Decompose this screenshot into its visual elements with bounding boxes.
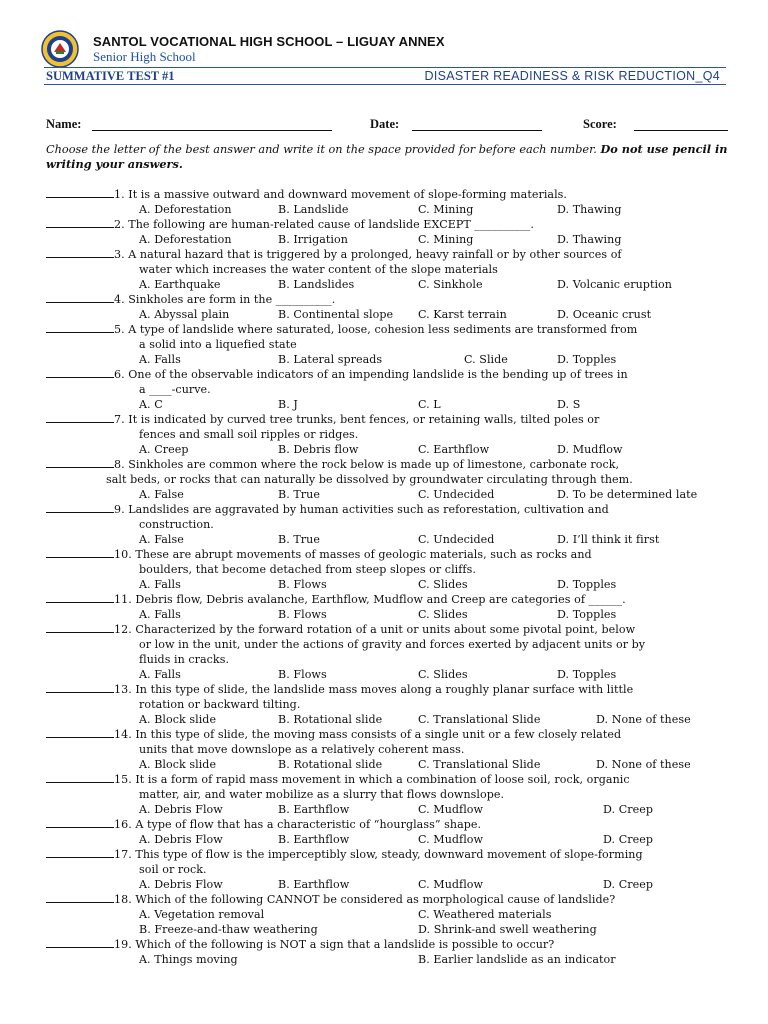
question-text: Debris flow, Debris avalanche, Earthflow, Mudflow and Creep are categories of ______. — [135, 593, 626, 606]
choice-option: D. Creep — [603, 803, 653, 816]
score-field[interactable] — [634, 130, 728, 131]
question-text-continued: or low in the unit, under the actions of gravity and forces exerted by adjacent units or by — [139, 638, 646, 651]
choice-option: B. Earthflow — [278, 878, 350, 891]
question-item — [46, 622, 736, 682]
choice-option: C. Slides — [418, 578, 468, 591]
question-item — [46, 457, 736, 502]
question-text: Which of the following CANNOT be considered as morphological cause of landslide? — [135, 893, 616, 906]
answer-blank[interactable] — [46, 548, 114, 558]
choice-row — [46, 712, 736, 727]
choice-option: D. Topples — [557, 578, 617, 591]
choice-row — [46, 202, 736, 217]
choice-option: C. Slides — [418, 668, 468, 681]
question-item — [46, 772, 736, 817]
question-number: 8. — [114, 458, 129, 471]
answer-blank[interactable] — [46, 413, 114, 423]
choice-option: B. Earlier landslide as an indicator — [418, 953, 616, 966]
question-item — [46, 682, 736, 727]
choice-option: C. Mining — [418, 233, 474, 246]
choice-row — [46, 232, 736, 247]
question-item — [46, 367, 736, 412]
choice-option: B. Landslide — [278, 203, 349, 216]
choice-option: D. Thawing — [557, 233, 622, 246]
choice-option: C. Slide — [464, 353, 508, 366]
question-number: 6. — [114, 368, 129, 381]
question-item — [46, 292, 736, 322]
choice-option: D. Volcanic eruption — [557, 278, 672, 291]
choice-row — [46, 277, 736, 292]
question-number: 9. — [114, 503, 129, 516]
choice-option: D. Shrink-and swell weathering — [418, 923, 597, 936]
question-text: Sinkholes are common where the rock below is made up of limestone, carbonate rock, — [128, 458, 620, 471]
choice-row — [46, 832, 736, 847]
test-title: SUMMATIVE TEST #1 — [46, 69, 175, 83]
question-text-continued: fences and small soil ripples or ridges. — [139, 428, 359, 441]
choice-row — [46, 952, 736, 967]
question-item — [46, 847, 736, 892]
choice-option: B. Earthflow — [278, 833, 350, 846]
choice-option: B. Flows — [278, 668, 327, 681]
question-item — [46, 412, 736, 457]
question-item — [46, 817, 736, 847]
question-number: 4. — [114, 293, 129, 306]
question-text: In this type of slide, the landslide mass moves along a roughly planar surface with little — [135, 683, 634, 696]
score-label: Score: — [583, 117, 617, 131]
question-text: In this type of slide, the moving mass consists of a single unit or a few closely related — [135, 728, 622, 741]
choice-option: A. Debris Flow — [139, 833, 223, 846]
answer-blank[interactable] — [46, 503, 114, 513]
choice-option: C. Undecided — [418, 488, 495, 501]
choice-option: D. None of these — [596, 758, 691, 771]
answer-blank[interactable] — [46, 188, 114, 198]
choice-option: C. Translational Slide — [418, 713, 541, 726]
question-text: The following are human-related cause of landslide EXCEPT __________. — [128, 218, 534, 231]
choice-option: D. None of these — [596, 713, 691, 726]
choice-option: B. Flows — [278, 608, 327, 621]
choice-option: D. S — [557, 398, 581, 411]
choice-option: D. Oceanic crust — [557, 308, 652, 321]
question-text: These are abrupt movements of masses of geologic materials, such as rocks and — [135, 548, 592, 561]
question-text: Characterized by the forward rotation of a unit or units about some pivotal point, below — [135, 623, 636, 636]
choice-option: A. Debris Flow — [139, 878, 223, 891]
choice-option: B. Landslides — [278, 278, 355, 291]
choice-row — [46, 667, 736, 682]
instructions — [46, 142, 730, 172]
choice-option: A. Deforestation — [139, 233, 232, 246]
question-item — [46, 187, 736, 217]
choice-option: B. Debris flow — [278, 443, 359, 456]
question-item — [46, 502, 736, 547]
choice-row — [46, 907, 736, 922]
choice-option: B. J — [278, 398, 298, 411]
question-text: A type of flow that has a characteristic of “hourglass” shape. — [135, 818, 482, 831]
choice-option: B. Irrigation — [278, 233, 348, 246]
answer-blank[interactable] — [46, 458, 114, 468]
question-text-continued: a ____-curve. — [139, 383, 211, 396]
question-text: Which of the following is NOT a sign that a landslide is possible to occur? — [135, 938, 555, 951]
choice-option: C. Translational Slide — [418, 758, 541, 771]
choice-option: D. I’ll think it first — [557, 533, 660, 546]
question-text: It is indicated by curved tree trunks, bent fences, or retaining walls, tilted poles or — [128, 413, 600, 426]
choice-row — [46, 352, 736, 367]
choice-option: A. Falls — [139, 353, 181, 366]
choice-row — [46, 442, 736, 457]
question-number: 11. — [114, 593, 136, 606]
question-text-continued: units that move downslope as a relatively coherent mass. — [139, 743, 465, 756]
choice-option: A. Block slide — [139, 713, 217, 726]
question-text: It is a form of rapid mass movement in which a combination of loose soil, rock, organic — [135, 773, 630, 786]
answer-blank[interactable] — [46, 818, 114, 828]
choice-option: A. Falls — [139, 608, 181, 621]
answer-blank[interactable] — [46, 623, 114, 633]
question-number: 16. — [114, 818, 136, 831]
choice-option: D. Topples — [557, 353, 617, 366]
school-subtitle: Senior High School — [93, 49, 196, 64]
header-divider — [44, 67, 726, 68]
question-number: 7. — [114, 413, 129, 426]
choice-option: A. Deforestation — [139, 203, 232, 216]
answer-blank[interactable] — [46, 683, 114, 693]
choice-option: C. Mudflow — [418, 878, 484, 891]
choice-row — [46, 802, 736, 817]
answer-blank[interactable] — [46, 323, 114, 333]
question-text: A type of landslide where saturated, loose, cohesion less sediments are transformed from — [128, 323, 638, 336]
choice-option: C. Karst terrain — [418, 308, 507, 321]
choice-option: B. Lateral spreads — [278, 353, 383, 366]
question-number: 2. — [114, 218, 129, 231]
question-text-continued: construction. — [139, 518, 214, 531]
choice-option: B. Earthflow — [278, 803, 350, 816]
choice-option: B. Freeze-and-thaw weathering — [139, 923, 318, 936]
choice-option: C. Weathered materials — [418, 908, 552, 921]
instructions-emphasis: Do not use pencil in writing your answers. — [46, 142, 728, 171]
choice-option: C. Sinkhole — [418, 278, 483, 291]
choice-option: C. Earthflow — [418, 443, 490, 456]
school-seal-logo — [41, 30, 79, 68]
name-label: Name: — [46, 117, 82, 131]
question-text-continued: boulders, that become detached from steep slopes or cliffs. — [139, 563, 476, 576]
choice-option: C. Mining — [418, 203, 474, 216]
student-info-row — [46, 117, 730, 135]
question-number: 18. — [114, 893, 136, 906]
choice-option: D. Topples — [557, 608, 617, 621]
question-text-continued: water which increases the water content of the slope materials — [139, 263, 498, 276]
choice-row — [46, 922, 736, 937]
name-field[interactable] — [92, 130, 332, 131]
question-text-continued: matter, air, and water mobilize as a slurry that flows downslope. — [139, 788, 505, 801]
question-text: This type of flow is the imperceptibly slow, steady, downward movement of slope-forming — [135, 848, 643, 861]
choice-option: C. Mudflow — [418, 833, 484, 846]
question-item — [46, 592, 736, 622]
question-text: One of the observable indicators of an impending landslide is the bending up of trees in — [128, 368, 628, 381]
question-text-continued: salt beds, or rocks that can naturally be dissolved by groundwater circulating through them. — [106, 473, 633, 486]
question-text-continued: fluids in cracks. — [139, 653, 230, 666]
question-text-continued: soil or rock. — [139, 863, 207, 876]
question-list — [46, 187, 736, 967]
question-number: 15. — [114, 773, 136, 786]
choice-row — [46, 607, 736, 622]
choice-option: D. Creep — [603, 878, 653, 891]
question-item — [46, 547, 736, 592]
choice-option: D. Topples — [557, 668, 617, 681]
choice-row — [46, 577, 736, 592]
choice-option: B. Flows — [278, 578, 327, 591]
answer-blank[interactable] — [46, 728, 114, 738]
choice-option: A. Creep — [139, 443, 189, 456]
answer-blank[interactable] — [46, 893, 114, 903]
question-number: 12. — [114, 623, 136, 636]
choice-option: A. False — [139, 533, 184, 546]
choice-option: A. Falls — [139, 578, 181, 591]
question-number: 14. — [114, 728, 136, 741]
choice-row — [46, 397, 736, 412]
answer-blank[interactable] — [46, 938, 114, 948]
choice-option: B. True — [278, 533, 320, 546]
question-text: It is a massive outward and downward movement of slope-forming materials. — [128, 188, 567, 201]
question-item — [46, 892, 736, 937]
question-item — [46, 727, 736, 772]
choice-option: C. Slides — [418, 608, 468, 621]
question-number: 5. — [114, 323, 129, 336]
question-number: 1. — [114, 188, 129, 201]
choice-option: A. Block slide — [139, 758, 217, 771]
question-item — [46, 937, 736, 967]
choice-option: D. Mudflow — [557, 443, 623, 456]
choice-option: B. True — [278, 488, 320, 501]
question-text: A natural hazard that is triggered by a prolonged, heavy rainfall or by other sources of — [128, 248, 622, 261]
choice-row — [46, 307, 736, 322]
header-divider-bottom — [44, 84, 726, 85]
choice-option: B. Continental slope — [278, 308, 394, 321]
question-item — [46, 217, 736, 247]
choice-row — [46, 877, 736, 892]
question-item — [46, 247, 736, 292]
date-label: Date: — [370, 117, 400, 131]
answer-blank[interactable] — [46, 293, 114, 303]
question-item — [46, 322, 736, 367]
answer-blank[interactable] — [46, 248, 114, 258]
question-text-continued: rotation or backward tilting. — [139, 698, 301, 711]
choice-row — [46, 532, 736, 547]
choice-option: C. L — [418, 398, 441, 411]
date-field[interactable] — [412, 130, 542, 131]
choice-option: A. C — [139, 398, 163, 411]
choice-option: A. Earthquake — [139, 278, 221, 291]
choice-option: D. Thawing — [557, 203, 622, 216]
instructions-text: Choose the letter of the best answer and write it on the space provided for before each number. — [46, 143, 601, 156]
answer-blank[interactable] — [46, 773, 114, 783]
choice-row — [46, 757, 736, 772]
subject-title: DISASTER READINESS & RISK REDUCTION_Q4 — [424, 69, 720, 83]
choice-option: A. Abyssal plain — [139, 308, 230, 321]
question-number: 10. — [114, 548, 136, 561]
choice-option: D. Creep — [603, 833, 653, 846]
choice-option: A. Things moving — [139, 953, 238, 966]
choice-option: C. Mudflow — [418, 803, 484, 816]
choice-option: B. Rotational slide — [278, 758, 383, 771]
answer-blank[interactable] — [46, 593, 114, 603]
question-number: 17. — [114, 848, 136, 861]
answer-blank[interactable] — [46, 218, 114, 228]
choice-option: A. Falls — [139, 668, 181, 681]
question-number: 19. — [114, 938, 136, 951]
question-number: 3. — [114, 248, 129, 261]
answer-blank[interactable] — [46, 848, 114, 858]
choice-option: A. Debris Flow — [139, 803, 223, 816]
answer-blank[interactable] — [46, 368, 114, 378]
choice-row — [46, 487, 736, 502]
choice-option: D. To be determined late — [557, 488, 698, 501]
question-number: 13. — [114, 683, 136, 696]
question-text: Sinkholes are form in the __________. — [128, 293, 336, 306]
choice-option: A. Vegetation removal — [139, 908, 265, 921]
choice-option: C. Undecided — [418, 533, 495, 546]
school-name: SANTOL VOCATIONAL HIGH SCHOOL – LIGUAY ANNEX — [93, 34, 445, 49]
choice-option: A. False — [139, 488, 184, 501]
choice-option: B. Rotational slide — [278, 713, 383, 726]
question-text: Landslides are aggravated by human activities such as reforestation, cultivation and — [128, 503, 609, 516]
question-text-continued: a solid into a liquefied state — [139, 338, 297, 351]
